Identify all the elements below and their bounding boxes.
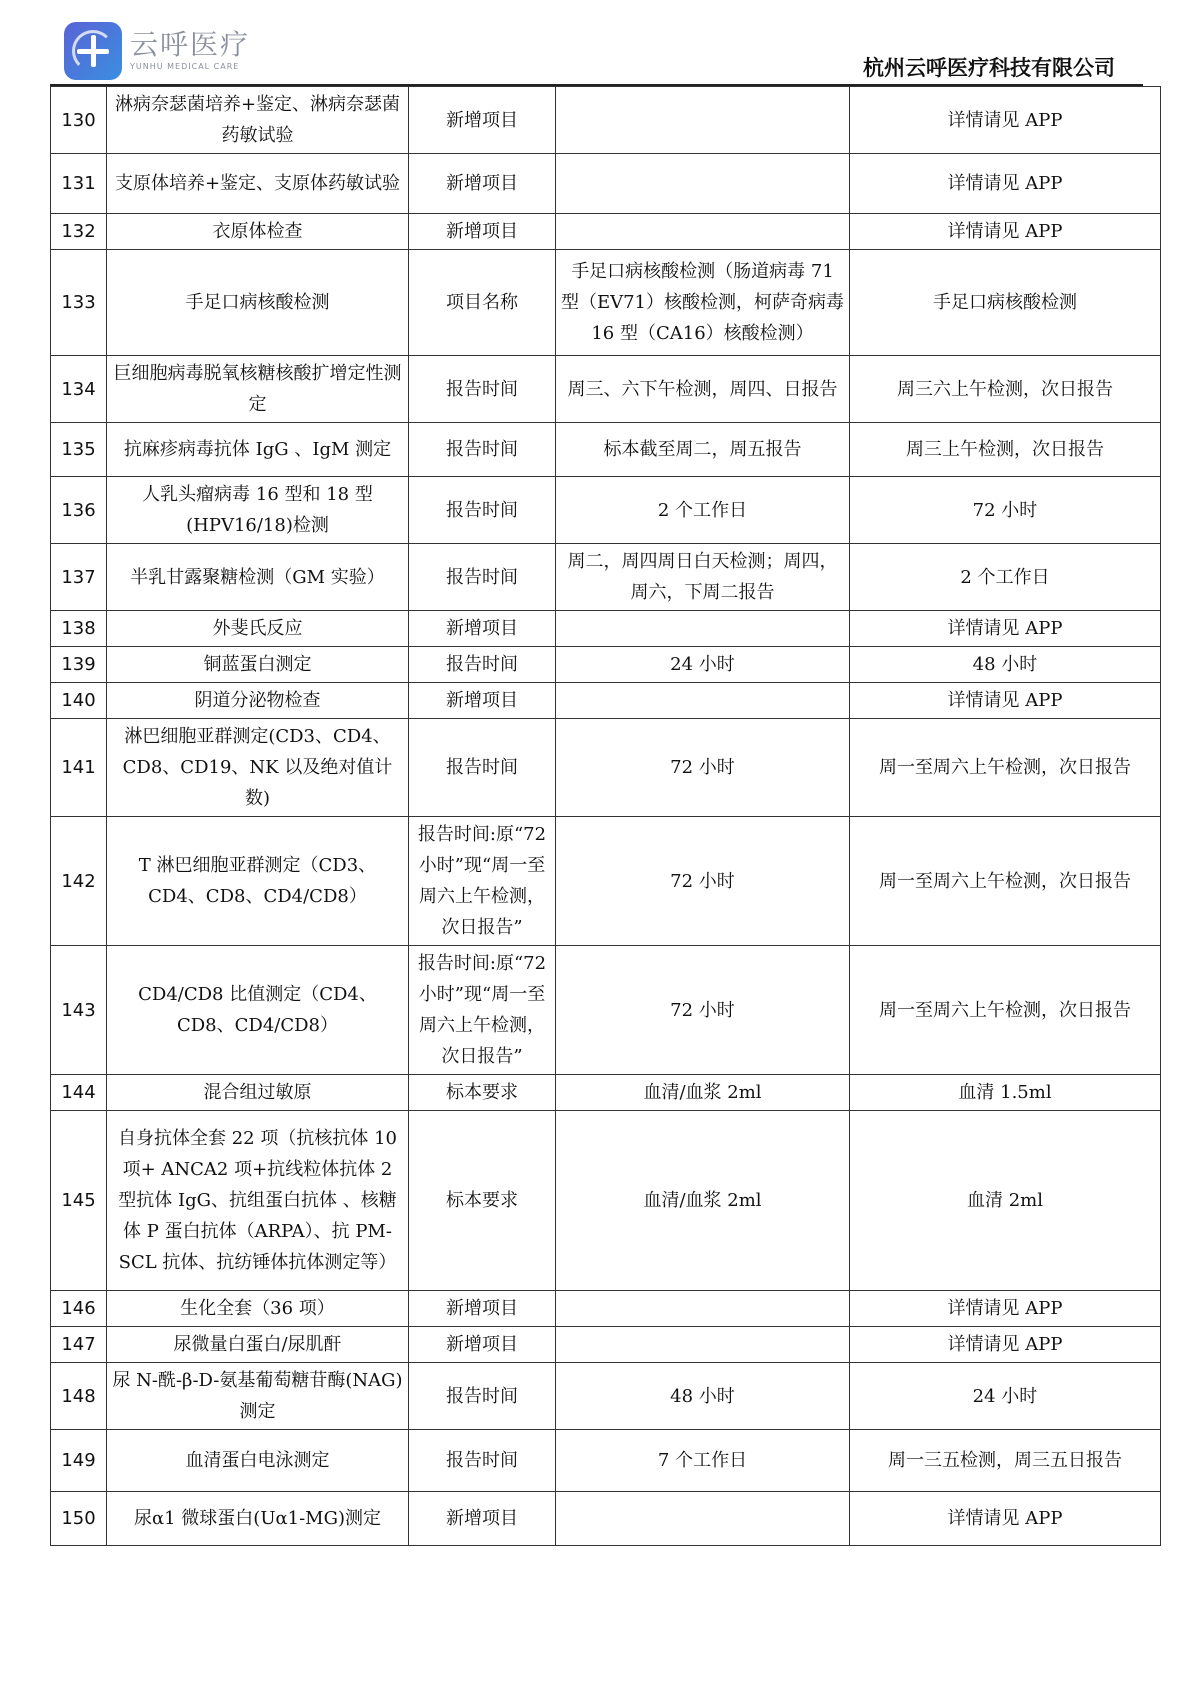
before-change-cell bbox=[556, 87, 850, 154]
row-number-cell: 142 bbox=[51, 817, 107, 946]
table-row bbox=[51, 154, 1161, 214]
row-number-cell: 135 bbox=[51, 423, 107, 477]
row-number-cell: 139 bbox=[51, 647, 107, 683]
before-change-cell bbox=[556, 611, 850, 647]
project-change-table bbox=[50, 86, 1161, 1546]
change-type-cell: 报告时间 bbox=[409, 1430, 556, 1492]
row-number-cell: 144 bbox=[51, 1075, 107, 1111]
before-change-cell: 手足口病核酸检测（肠道病毒 71 型（EV71）核酸检测，柯萨奇病毒 16 型（CA16）核酸检测） bbox=[556, 250, 850, 356]
before-change-cell: 72 小时 bbox=[556, 817, 850, 946]
row-number-cell: 150 bbox=[51, 1492, 107, 1546]
after-change-cell: 48 小时 bbox=[850, 647, 1161, 683]
before-change-cell bbox=[556, 214, 850, 250]
table-row bbox=[51, 817, 1161, 946]
before-change-cell: 72 小时 bbox=[556, 719, 850, 817]
logo-text-cn: 云呼医疗 bbox=[130, 28, 251, 61]
item-name-cell: 尿 N-酰-β-D-氨基葡萄糖苷酶(NAG)测定 bbox=[107, 1363, 409, 1430]
table-row bbox=[51, 1327, 1161, 1363]
change-type-cell: 标本要求 bbox=[409, 1075, 556, 1111]
change-type-cell: 新增项目 bbox=[409, 87, 556, 154]
change-type-cell: 新增项目 bbox=[409, 1327, 556, 1363]
row-number-cell: 149 bbox=[51, 1430, 107, 1492]
after-change-cell: 详情请见 APP bbox=[850, 154, 1161, 214]
after-change-cell: 详情请见 APP bbox=[850, 1492, 1161, 1546]
after-change-cell: 周一至周六上午检测，次日报告 bbox=[850, 719, 1161, 817]
row-number-cell: 146 bbox=[51, 1291, 107, 1327]
item-name-cell: 衣原体检查 bbox=[107, 214, 409, 250]
table-row bbox=[51, 356, 1161, 423]
after-change-cell: 详情请见 APP bbox=[850, 214, 1161, 250]
item-name-cell: 铜蓝蛋白测定 bbox=[107, 647, 409, 683]
table-row bbox=[51, 1291, 1161, 1327]
table-row bbox=[51, 611, 1161, 647]
before-change-cell: 48 小时 bbox=[556, 1363, 850, 1430]
before-change-cell: 2 个工作日 bbox=[556, 477, 850, 544]
change-type-cell: 新增项目 bbox=[409, 1492, 556, 1546]
change-type-cell: 报告时间:原“72 小时”现“周一至周六上午检测，次日报告” bbox=[409, 817, 556, 946]
before-change-cell: 7 个工作日 bbox=[556, 1430, 850, 1492]
before-change-cell: 血清/血浆 2ml bbox=[556, 1075, 850, 1111]
change-type-cell: 新增项目 bbox=[409, 214, 556, 250]
item-name-cell: 阴道分泌物检查 bbox=[107, 683, 409, 719]
row-number-cell: 143 bbox=[51, 946, 107, 1075]
medical-cross-icon bbox=[64, 22, 122, 80]
after-change-cell: 24 小时 bbox=[850, 1363, 1161, 1430]
before-change-cell bbox=[556, 683, 850, 719]
after-change-cell: 72 小时 bbox=[850, 477, 1161, 544]
table-row bbox=[51, 87, 1161, 154]
after-change-cell: 详情请见 APP bbox=[850, 1291, 1161, 1327]
item-name-cell: T 淋巴细胞亚群测定（CD3、CD4、CD8、CD4/CD8） bbox=[107, 817, 409, 946]
change-type-cell: 项目名称 bbox=[409, 250, 556, 356]
change-type-cell: 报告时间 bbox=[409, 356, 556, 423]
item-name-cell: 手足口病核酸检测 bbox=[107, 250, 409, 356]
row-number-cell: 130 bbox=[51, 87, 107, 154]
row-number-cell: 133 bbox=[51, 250, 107, 356]
item-name-cell: 人乳头瘤病毒 16 型和 18 型(HPV16/18)检测 bbox=[107, 477, 409, 544]
item-name-cell: 血清蛋白电泳测定 bbox=[107, 1430, 409, 1492]
item-name-cell: 巨细胞病毒脱氧核糖核酸扩增定性测定 bbox=[107, 356, 409, 423]
change-type-cell: 新增项目 bbox=[409, 611, 556, 647]
item-name-cell: 支原体培养+鉴定、支原体药敏试验 bbox=[107, 154, 409, 214]
before-change-cell: 血清/血浆 2ml bbox=[556, 1111, 850, 1291]
change-type-cell: 标本要求 bbox=[409, 1111, 556, 1291]
row-number-cell: 147 bbox=[51, 1327, 107, 1363]
after-change-cell: 详情请见 APP bbox=[850, 1327, 1161, 1363]
table-row bbox=[51, 647, 1161, 683]
company-name: 杭州云呼医疗科技有限公司 bbox=[863, 56, 1115, 80]
after-change-cell: 详情请见 APP bbox=[850, 683, 1161, 719]
change-type-cell: 报告时间 bbox=[409, 423, 556, 477]
company-logo bbox=[64, 22, 250, 80]
row-number-cell: 145 bbox=[51, 1111, 107, 1291]
change-type-cell: 报告时间 bbox=[409, 544, 556, 611]
after-change-cell: 详情请见 APP bbox=[850, 87, 1161, 154]
change-type-cell: 报告时间 bbox=[409, 1363, 556, 1430]
table-row bbox=[51, 1492, 1161, 1546]
after-change-cell: 周一三五检测，周三五日报告 bbox=[850, 1430, 1161, 1492]
before-change-cell bbox=[556, 1291, 850, 1327]
after-change-cell: 血清 1.5ml bbox=[850, 1075, 1161, 1111]
change-type-cell: 报告时间 bbox=[409, 477, 556, 544]
table-row bbox=[51, 719, 1161, 817]
table-row bbox=[51, 1111, 1161, 1291]
before-change-cell: 标本截至周二，周五报告 bbox=[556, 423, 850, 477]
row-number-cell: 137 bbox=[51, 544, 107, 611]
item-name-cell: 混合组过敏原 bbox=[107, 1075, 409, 1111]
row-number-cell: 134 bbox=[51, 356, 107, 423]
table-row bbox=[51, 1430, 1161, 1492]
table-row bbox=[51, 1363, 1161, 1430]
after-change-cell: 周一至周六上午检测，次日报告 bbox=[850, 946, 1161, 1075]
before-change-cell bbox=[556, 154, 850, 214]
change-type-cell: 新增项目 bbox=[409, 683, 556, 719]
after-change-cell: 周三上午检测，次日报告 bbox=[850, 423, 1161, 477]
table-row bbox=[51, 544, 1161, 611]
item-name-cell: 尿α1 微球蛋白(Uα1-MG)测定 bbox=[107, 1492, 409, 1546]
change-type-cell: 报告时间 bbox=[409, 647, 556, 683]
change-type-cell: 新增项目 bbox=[409, 154, 556, 214]
item-name-cell: CD4/CD8 比值测定（CD4、CD8、CD4/CD8） bbox=[107, 946, 409, 1075]
before-change-cell: 周三、六下午检测，周四、日报告 bbox=[556, 356, 850, 423]
after-change-cell: 周三六上午检测，次日报告 bbox=[850, 356, 1161, 423]
item-name-cell: 外斐氏反应 bbox=[107, 611, 409, 647]
before-change-cell bbox=[556, 1327, 850, 1363]
row-number-cell: 131 bbox=[51, 154, 107, 214]
item-name-cell: 淋病奈瑟菌培养+鉴定、淋病奈瑟菌药敏试验 bbox=[107, 87, 409, 154]
item-name-cell: 生化全套（36 项） bbox=[107, 1291, 409, 1327]
page-header bbox=[0, 0, 1191, 88]
item-name-cell: 淋巴细胞亚群测定(CD3、CD4、CD8、CD19、NK 以及绝对值计数) bbox=[107, 719, 409, 817]
after-change-cell: 手足口病核酸检测 bbox=[850, 250, 1161, 356]
row-number-cell: 136 bbox=[51, 477, 107, 544]
item-name-cell: 半乳甘露聚糖检测（GM 实验） bbox=[107, 544, 409, 611]
table-row bbox=[51, 423, 1161, 477]
table-row bbox=[51, 1075, 1161, 1111]
before-change-cell: 24 小时 bbox=[556, 647, 850, 683]
item-name-cell: 抗麻疹病毒抗体 IgG 、IgM 测定 bbox=[107, 423, 409, 477]
item-name-cell: 自身抗体全套 22 项（抗核抗体 10 项+ ANCA2 项+抗线粒体抗体 2 型抗体 IgG、抗组蛋白抗体 、核糖体 P 蛋白抗体（ARPA）、抗 PM-SCL 抗体、抗纺锤体抗体测定等） bbox=[107, 1111, 409, 1291]
row-number-cell: 132 bbox=[51, 214, 107, 250]
after-change-cell: 血清 2ml bbox=[850, 1111, 1161, 1291]
change-type-cell: 报告时间 bbox=[409, 719, 556, 817]
table-row bbox=[51, 946, 1161, 1075]
change-type-cell: 新增项目 bbox=[409, 1291, 556, 1327]
after-change-cell: 2 个工作日 bbox=[850, 544, 1161, 611]
logo-text-en: YUNHU MEDICAL CARE bbox=[130, 62, 240, 71]
item-name-cell: 尿微量白蛋白/尿肌酐 bbox=[107, 1327, 409, 1363]
after-change-cell: 周一至周六上午检测，次日报告 bbox=[850, 817, 1161, 946]
table-row bbox=[51, 250, 1161, 356]
row-number-cell: 140 bbox=[51, 683, 107, 719]
before-change-cell bbox=[556, 1492, 850, 1546]
row-number-cell: 141 bbox=[51, 719, 107, 817]
before-change-cell: 周二，周四周日白天检测；周四，周六，下周二报告 bbox=[556, 544, 850, 611]
table-row bbox=[51, 214, 1161, 250]
table-row bbox=[51, 683, 1161, 719]
change-type-cell: 报告时间:原“72 小时”现“周一至周六上午检测，次日报告” bbox=[409, 946, 556, 1075]
row-number-cell: 138 bbox=[51, 611, 107, 647]
row-number-cell: 148 bbox=[51, 1363, 107, 1430]
table-row bbox=[51, 477, 1161, 544]
before-change-cell: 72 小时 bbox=[556, 946, 850, 1075]
after-change-cell: 详情请见 APP bbox=[850, 611, 1161, 647]
